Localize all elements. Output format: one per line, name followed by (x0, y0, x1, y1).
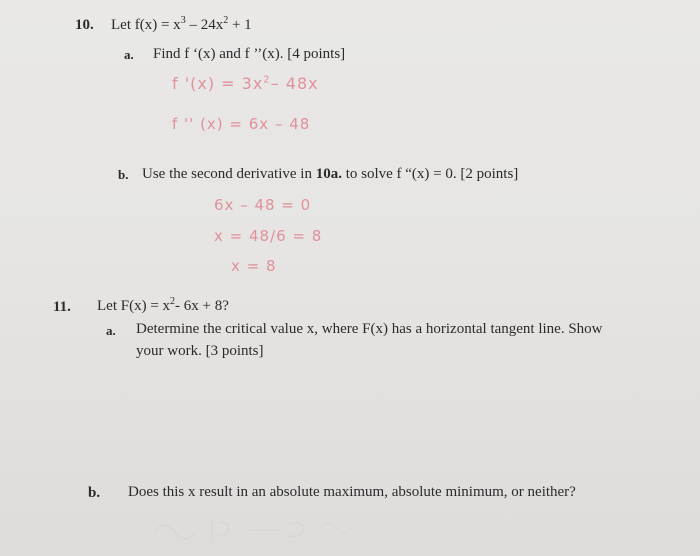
question-10-number: 10. (75, 17, 94, 33)
question-11a-letter: a. (106, 323, 116, 338)
question-11b-prompt: Does this x result in an absolute maximum, absolute minimum, or neither? (128, 484, 576, 500)
question-10-stem: Let $f(x) = x^3 - 24x^2 + 1$ (111, 15, 252, 33)
question-10b-letter: b. (118, 167, 129, 182)
question-11-stem: Let $F(x) = x^2-$ 6x + 8? (97, 296, 229, 314)
question-10a-answer-first-derivative: f '$(x) = 3x^2-$ 48x (172, 74, 319, 93)
question-10b-prompt: Use the second derivative in 10a. to solve f “(x) = 0. [2 points] (142, 166, 519, 182)
question-11b-letter: b. (88, 485, 101, 501)
question-11a-prompt-line2: your work. [3 points] (136, 343, 264, 359)
question-10b-answer-equation: 6x – 48 = 0 (214, 196, 312, 214)
question-10a-prompt: Find f ‘(x) and f ’’(x). [4 points] (153, 46, 346, 62)
question-11-number: 11. (53, 299, 71, 315)
question-10b-answer-division: x = 48/6 = 8 (214, 227, 323, 245)
question-10a-answer-second-derivative: f '' (x) = 6x – 48 (172, 115, 311, 133)
question-11a-prompt-line1: Determine the critical value x, where F(x) has a horizontal tangent line. Show (136, 321, 603, 337)
show-through-marks (150, 512, 380, 542)
question-10a-letter: a. (124, 47, 134, 62)
question-10b-answer-result: x = 8 (231, 257, 277, 275)
